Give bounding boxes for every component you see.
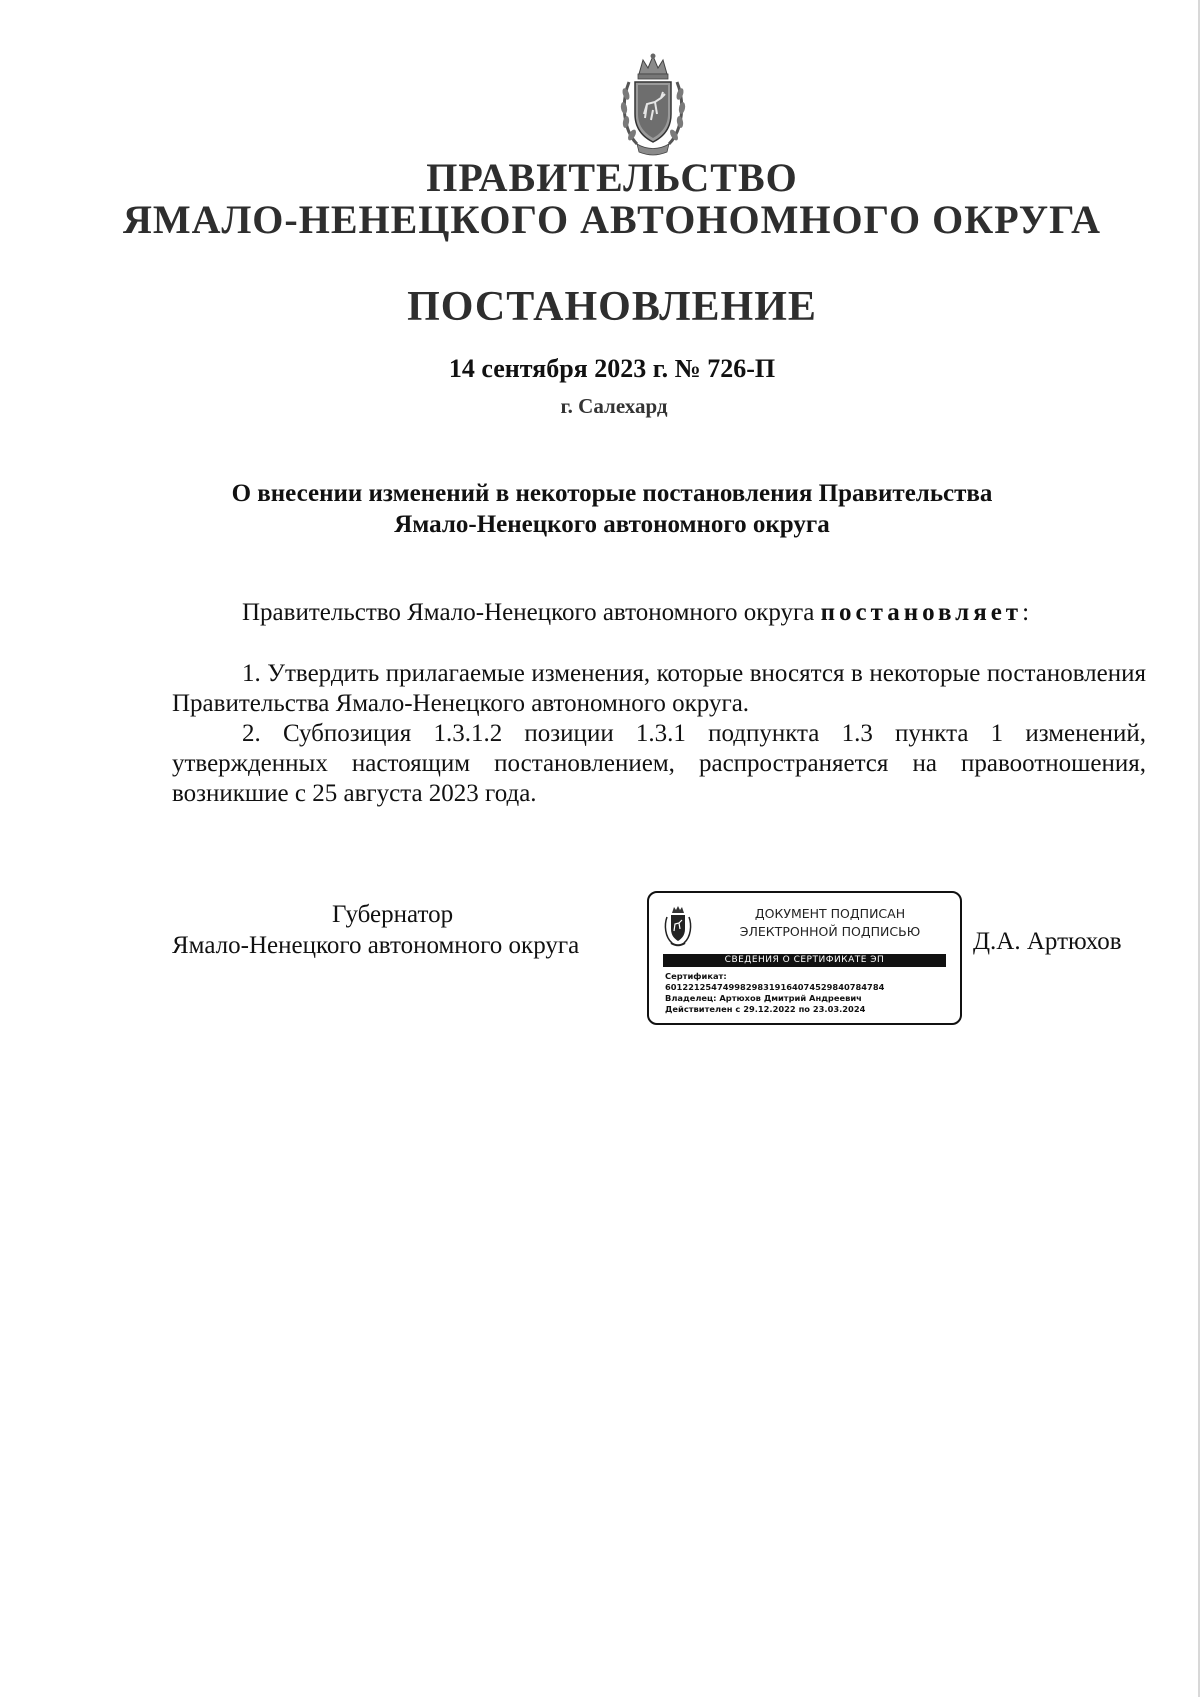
stamp-heading-line2: ЭЛЕКТРОННОЙ ПОДПИСЬЮ <box>739 924 921 939</box>
certificate-owner: Владелец: Артюхов Дмитрий Андреевич <box>665 993 862 1003</box>
stamp-heading-line1: ДОКУМЕНТ ПОДПИСАН <box>754 906 906 921</box>
preamble-tail: : <box>1022 599 1030 626</box>
signatory-role-line2: Ямало-Ненецкого автономного округа <box>172 932 580 959</box>
resolution-items <box>172 659 1146 809</box>
government-title-line2: ЯМАЛО-НЕНЕЦКОГО АВТОНОМНОГО ОКРУГА <box>122 197 1102 242</box>
city: г. Салехард <box>560 394 668 418</box>
document-subject <box>0 478 1200 540</box>
document-type: ПОСТАНОВЛЕНИЕ <box>407 284 817 330</box>
stamp-certificate-details <box>665 971 955 1015</box>
signatory-role <box>172 899 642 961</box>
certificate-number: 60122125474998298319164074529840784784 <box>665 982 885 992</box>
resolution-item-2: 2. Субпозиция 1.3.1.2 позиции 1.3.1 подпункта 1.3 пункта 1 изменений, утвержденных настоящим постановлением, распространяется на правоотношения, возникшие с 25 августа 2023 года. <box>172 720 1146 807</box>
stamp-heading <box>705 905 955 941</box>
government-title-line1: ПРАВИТЕЛЬСТВО <box>426 155 798 200</box>
preamble <box>172 598 1146 628</box>
signatory-role-line1: Губернатор <box>332 901 454 928</box>
certificate-label: Сертификат: <box>665 971 727 981</box>
resolution-item-1: 1. Утвердить прилагаемые изменения, которые вносятся в некоторые постановления Правительства Ямало-Ненецкого автономного округа. <box>172 660 1146 717</box>
certificate-validity: Действителен с 29.12.2022 по 23.03.2024 <box>665 1004 866 1014</box>
coat-of-arms-icon <box>617 52 689 156</box>
subject-line1: О внесении изменений в некоторые постановления Правительства <box>231 480 993 507</box>
electronic-signature-stamp <box>647 891 962 1025</box>
coat-of-arms-icon <box>663 905 693 947</box>
date-and-number: 14 сентября 2023 г. № 726-П <box>448 354 776 383</box>
preamble-emphasis: постановляет <box>820 599 1023 626</box>
stamp-certificate-bar: СВЕДЕНИЯ О СЕРТИФИКАТЕ ЭП <box>663 954 946 967</box>
subject-line2: Ямало-Ненецкого автономного округа <box>394 511 830 538</box>
preamble-text: Правительство Ямало-Ненецкого автономного округа <box>242 599 821 626</box>
signatory-name: Д.А. Артюхов <box>973 928 1122 955</box>
